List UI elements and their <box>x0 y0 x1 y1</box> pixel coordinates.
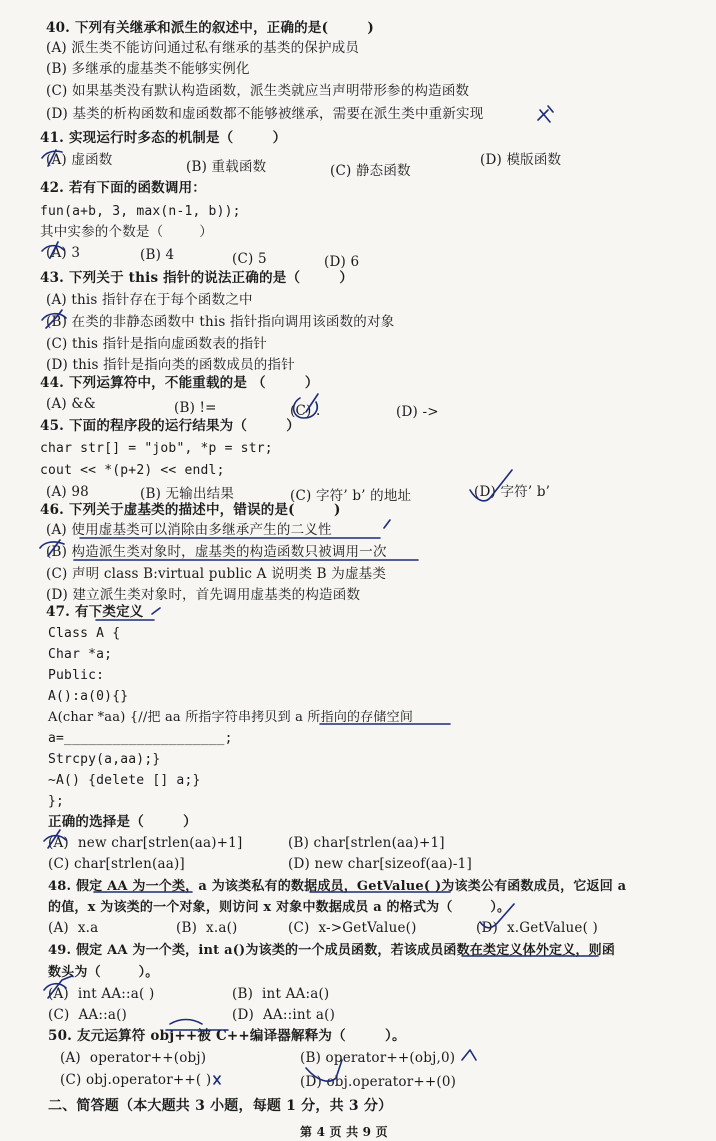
q50-option-c: (C) obj.operator++( ) <box>60 1072 212 1088</box>
q47-stem: 47. 有下类定义 <box>46 604 144 620</box>
q47-code-line-8: ~A() {delete [] a;} <box>48 773 201 788</box>
q47-ask: 正确的选择是（ ） <box>48 814 197 830</box>
q47-option-c: (C) char[strlen(aa)] <box>48 856 185 872</box>
q48-option-d: (D) x.GetValue( ) <box>476 920 599 936</box>
q44-option-a: (A) && <box>46 396 96 412</box>
q47-option-b: (B) char[strlen(aa)+1] <box>288 835 445 851</box>
q46-option-c: (C) 声明 class B:virtual public A 说明类 B 为虚基类 <box>46 566 387 582</box>
q42-option-c: (C) 5 <box>232 251 267 267</box>
q47-code-line-2: Char *a; <box>48 647 113 662</box>
q40-option-b: (B) 多继承的虚基类不能够实例化 <box>46 61 250 77</box>
q42-option-a: (A) 3 <box>46 245 81 261</box>
q45-stem: 45. 下面的程序段的运行结果为（ ） <box>40 418 300 434</box>
q47-option-a: (A) new char[strlen(aa)+1] <box>48 835 243 851</box>
q47-code-line-1: Class A { <box>48 626 121 641</box>
section-2-heading: 二、简答题（本大题共 3 小题，每题 1 分，共 3 分） <box>48 1098 393 1114</box>
q48-option-a: (A) x.a <box>48 920 99 936</box>
q45-option-d: (D) 字符’ b’ <box>474 484 551 500</box>
q47-code-line-5: A(char *aa) {//把 aa 所指字符串拷贝到 a 所指向的存储空间 <box>48 710 414 725</box>
q42-option-b: (B) 4 <box>140 247 175 263</box>
q47-code-line-4: A():a(0){} <box>48 689 129 704</box>
q42-option-d: (D) 6 <box>324 254 360 270</box>
q47-code-line-9: }; <box>48 794 65 809</box>
q46-option-d: (D) 建立派生类对象时，首先调用虚基类的构造函数 <box>46 587 361 603</box>
q48-option-b: (B) x.a() <box>176 920 238 936</box>
q50-option-a: (A) operator++(obj) <box>60 1050 207 1066</box>
q45-option-a: (A) 98 <box>46 484 89 500</box>
q45-code-line-2: cout << *(p+2) << endl; <box>40 463 225 478</box>
q44-stem: 44. 下列运算符中，不能重载的是 （ ） <box>40 375 319 391</box>
q44-option-d: (D) -> <box>396 404 439 420</box>
q47-code-line-3: Public: <box>48 668 105 683</box>
q43-option-b: (B) 在类的非静态函数中 this 指针指向调用该函数的对象 <box>46 314 395 330</box>
q47-code-line-7: Strcpy(a,aa);} <box>48 752 161 767</box>
q41-option-d: (D) 模版函数 <box>480 152 562 168</box>
q46-option-a: (A) 使用虚基类可以消除由多继承产生的二义性 <box>46 522 332 538</box>
q46-option-b: (B) 构造派生类对象时，虚基类的构造函数只被调用一次 <box>46 544 387 560</box>
q40-option-c: (C) 如果基类没有默认构造函数，派生类就应当声明带形参的构造函数 <box>46 83 470 99</box>
page-footer: 第 4 页 共 9 页 <box>300 1125 388 1139</box>
q47-code-line-6: a=____________________; <box>48 731 233 746</box>
q47-option-d: (D) new char[sizeof(aa)-1] <box>288 856 472 872</box>
q41-stem: 41. 实现运行时多态的机制是（ ） <box>40 130 287 146</box>
q41-option-a: (A) 虚函数 <box>46 152 113 168</box>
q42-ask: 其中实参的个数是（ ） <box>40 224 213 240</box>
q43-stem: 43. 下列关于 this 指针的说法正确的是（ ） <box>40 270 354 286</box>
pen-mark-q40 <box>538 106 553 122</box>
q45-option-b: (B) 无输出结果 <box>140 486 235 502</box>
q49-option-a: (A) int AA::a( ) <box>48 986 155 1002</box>
q43-option-a: (A) this 指针存在于每个函数之中 <box>46 292 253 308</box>
q41-option-c: (C) 静态函数 <box>330 163 411 179</box>
q49-option-d: (D) AA::int a() <box>232 1007 336 1023</box>
q40-stem: 40. 下列有关继承和派生的叙述中，正确的是( ) <box>46 20 374 36</box>
q40-option-a: (A) 派生类不能访问通过私有继承的基类的保护成员 <box>46 40 360 56</box>
q50-option-b: (B) operator++(obj,0) <box>300 1050 456 1066</box>
q49-stem-line-2: 数头为（ ）。 <box>48 965 159 980</box>
q49-option-b: (B) int AA:a() <box>232 986 330 1002</box>
q44-option-b: (B) != <box>174 400 217 416</box>
q48-stem-line-1: 48. 假定 AA 为一个类，a 为该类私有的数据成员，GetValue( )为该类公有函数成员，它返回 a <box>48 879 627 894</box>
q48-option-c: (C) x->GetValue() <box>288 920 417 936</box>
q45-code-line-1: char str[] = "job", *p = str; <box>40 441 273 456</box>
q43-option-d: (D) this 指针是指向类的函数成员的指针 <box>46 357 295 373</box>
q44-option-c: (C) . <box>290 403 321 419</box>
q48-stem-line-2: 的值，x 为该类的一个对象，则访问 x 对象中数据成员 a 的格式为（ ）。 <box>48 900 511 915</box>
q50-option-d: (D) obj.operator++(0) <box>300 1074 457 1090</box>
q42-code: fun(a+b, 3, max(n-1, b)); <box>40 204 241 219</box>
q45-option-c: (C) 字符’ b’ 的地址 <box>290 488 412 504</box>
q49-option-c: (C) AA::a() <box>48 1007 128 1023</box>
q46-stem: 46. 下列关于虚基类的描述中，错误的是( ) <box>40 502 341 518</box>
q42-stem: 42. 若有下面的函数调用： <box>40 180 206 196</box>
q43-option-c: (C) this 指针是指向虚函数表的指针 <box>46 336 268 352</box>
q41-option-b: (B) 重载函数 <box>186 159 267 175</box>
q49-stem-line-1: 49. 假定 AA 为一个类，int a()为该类的一个成员函数，若该成员函数在类定义体外定义，则函 <box>48 943 616 958</box>
q40-option-d: (D) 基类的析构函数和虚函数都不能够被继承，需要在派生类中重新实现 <box>46 106 484 122</box>
q50-stem: 50. 友元运算符 obj++被 C++编译器解释为（ ）。 <box>48 1028 406 1044</box>
